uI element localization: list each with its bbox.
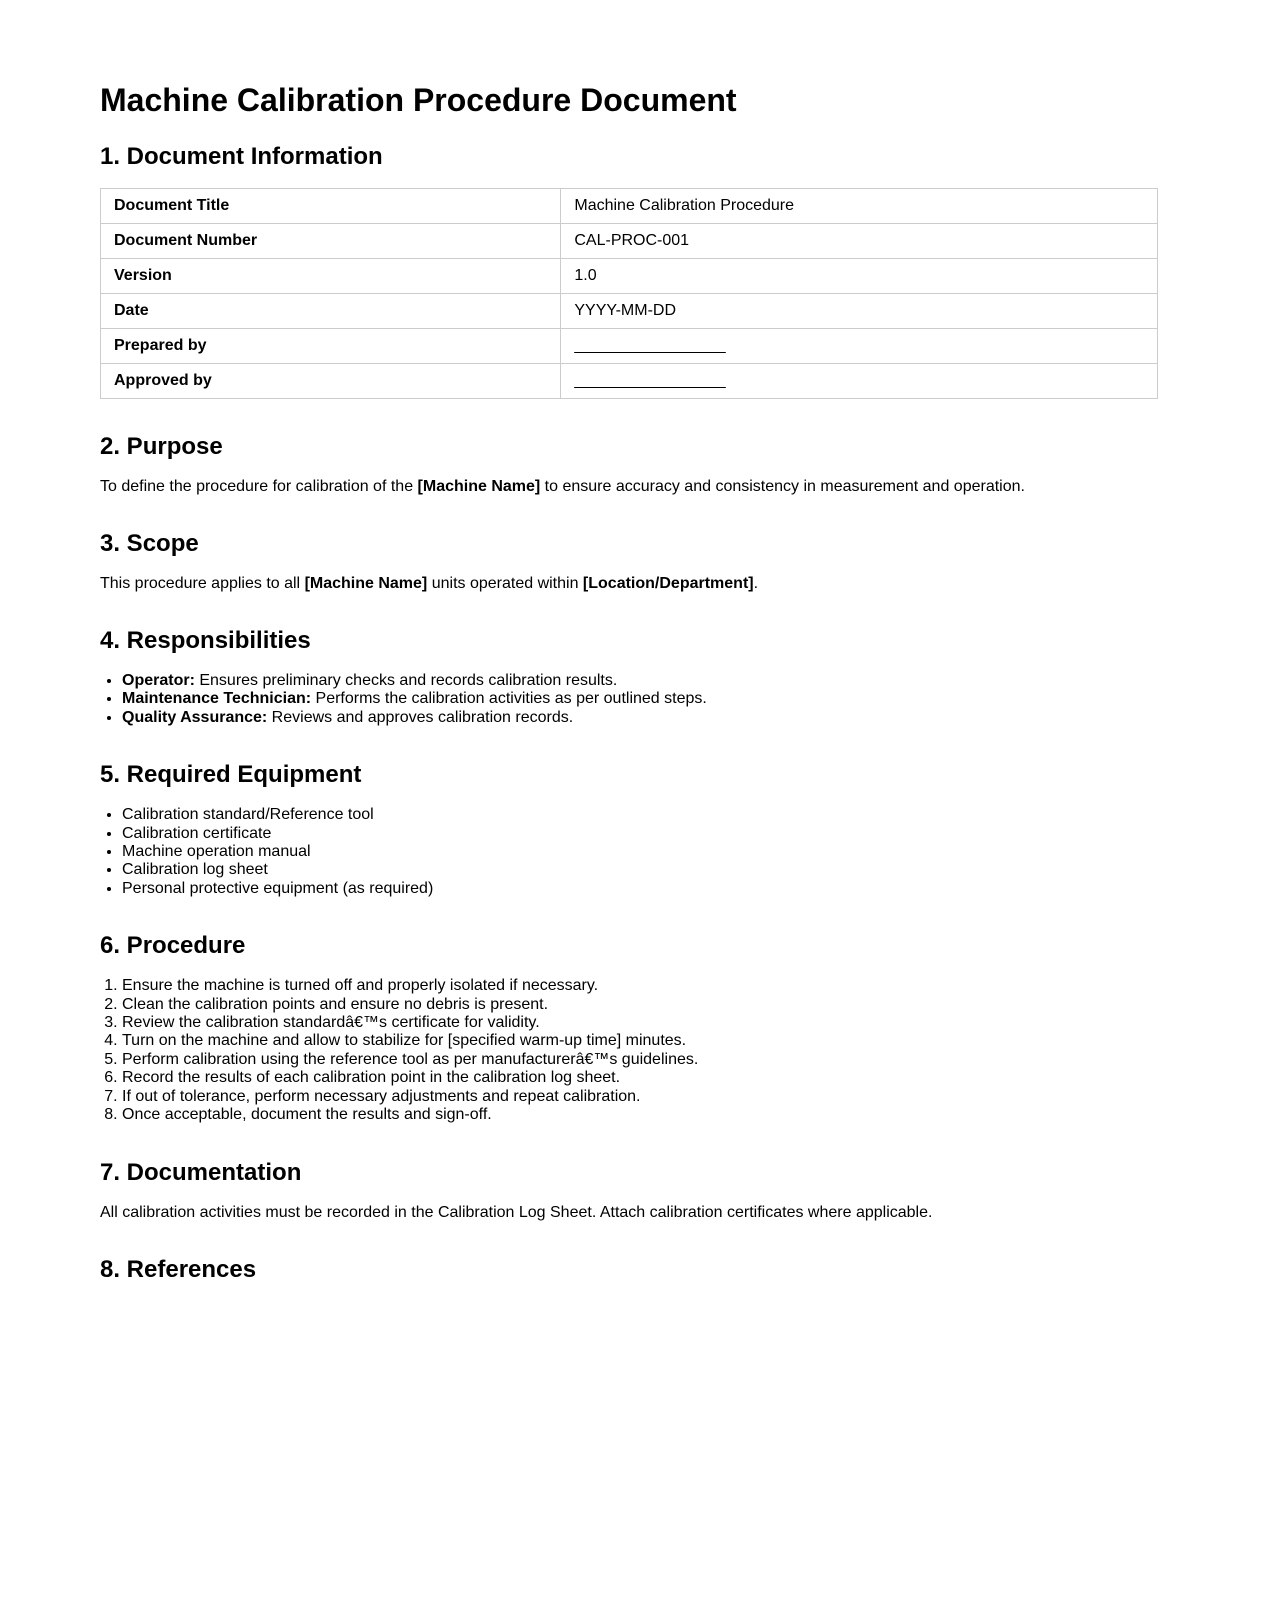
- info-label-cell: Version: [101, 259, 561, 294]
- text-segment: Reviews and approves calibration records.: [267, 708, 574, 726]
- section-heading-scope: 3. Scope: [100, 530, 199, 557]
- document-info-table: [100, 188, 1158, 399]
- text-segment: .: [753, 575, 759, 592]
- text-segment: Performs the calibration activities as per outlined steps.: [311, 690, 707, 708]
- table-row: [101, 294, 1158, 329]
- documentation-paragraph: [100, 1204, 1158, 1222]
- list-item: • Calibration standard/Reference tool: [122, 806, 1158, 824]
- list-item: [122, 709, 1158, 727]
- section-heading-references: 8. References: [100, 1255, 257, 1283]
- bold-text-segment: [Machine Name]: [417, 478, 541, 495]
- info-value-cell: 1.0: [561, 259, 1158, 294]
- table-row: [101, 364, 1158, 399]
- info-value-cell: CAL-PROC-001: [561, 224, 1158, 259]
- section-heading-required-equipment: 5. Required Equipment: [100, 761, 362, 789]
- text-segment: to ensure accuracy and consistency in measurement and operation.: [540, 478, 1025, 495]
- list-item: [122, 672, 1158, 690]
- bold-text-segment: Maintenance Technician:: [122, 690, 312, 708]
- text-segment: Ensures preliminary checks and records calibration results.: [194, 672, 618, 689]
- list-item: 2. Clean the calibration points and ensure no debris is present.: [122, 996, 1158, 1014]
- list-item: • Personal protective equipment (as required): [122, 880, 1158, 898]
- section-heading-procedure: 6. Procedure: [100, 932, 246, 960]
- list-item: 1. Ensure the machine is turned off and properly isolated if necessary.: [122, 977, 1158, 995]
- table-row: [101, 259, 1158, 294]
- equipment-list: [100, 806, 1158, 898]
- text-segment: All calibration activities must be recorded in the Calibration Log Sheet. Attach calibration certificates where applicable.: [100, 1203, 933, 1221]
- info-label-cell: Approved by: [101, 364, 561, 399]
- list-item: 4. Turn on the machine and allow to stabilize for [specified warm-up time] minutes.: [122, 1032, 1158, 1050]
- purpose-paragraph: [100, 478, 1158, 496]
- list-item: 7. If out of tolerance, perform necessary adjustments and repeat calibration.: [122, 1088, 1158, 1106]
- table-row: [101, 189, 1158, 224]
- section-heading-documentation: 7. Documentation: [100, 1158, 302, 1186]
- list-item: • Machine operation manual: [122, 843, 1158, 861]
- section-heading-purpose: 2. Purpose: [100, 433, 223, 460]
- bold-text-segment: Quality Assurance:: [122, 708, 268, 726]
- procedure-list: [100, 977, 1158, 1124]
- text-segment: To define the procedure for calibration of the: [100, 478, 418, 495]
- scope-paragraph: [100, 575, 1158, 593]
- bold-text-segment: Operator:: [122, 672, 195, 689]
- info-value-cell: YYYY-MM-DD: [561, 294, 1158, 329]
- list-item: 8. Once acceptable, document the results and sign-off.: [122, 1106, 1158, 1124]
- info-label-cell: Document Number: [101, 224, 561, 259]
- info-value-cell: Machine Calibration Procedure: [561, 189, 1158, 224]
- section-heading-responsibilities: 4. Responsibilities: [100, 627, 311, 654]
- list-item: • Calibration certificate: [122, 825, 1158, 843]
- info-label-cell: Date: [101, 294, 561, 329]
- list-item: [122, 690, 1158, 708]
- info-label-cell: Prepared by: [101, 329, 561, 364]
- text-segment: units operated within: [427, 575, 583, 592]
- list-item: • Calibration log sheet: [122, 861, 1158, 879]
- bold-text-segment: [Machine Name]: [304, 575, 428, 592]
- table-row: [101, 329, 1158, 364]
- section-heading-document-information: 1. Document Information: [100, 143, 383, 170]
- info-label-cell: Document Title: [101, 189, 561, 224]
- list-item: 6. Record the results of each calibration point in the calibration log sheet.: [122, 1069, 1158, 1087]
- list-item: 3. Review the calibration standardâ€™s certificate for validity.: [122, 1014, 1158, 1032]
- document-info-table-body: [101, 189, 1158, 399]
- info-value-cell: _________________: [561, 329, 1158, 364]
- info-value-cell: _________________: [561, 364, 1158, 399]
- text-segment: This procedure applies to all: [100, 575, 305, 592]
- table-row: [101, 224, 1158, 259]
- document-title: Machine Calibration Procedure Document: [100, 82, 737, 118]
- responsibilities-list: [100, 672, 1158, 727]
- bold-text-segment: [Location/Department]: [582, 575, 754, 592]
- list-item: 5. Perform calibration using the reference tool as per manufacturerâ€™s guidelines.: [122, 1051, 1158, 1069]
